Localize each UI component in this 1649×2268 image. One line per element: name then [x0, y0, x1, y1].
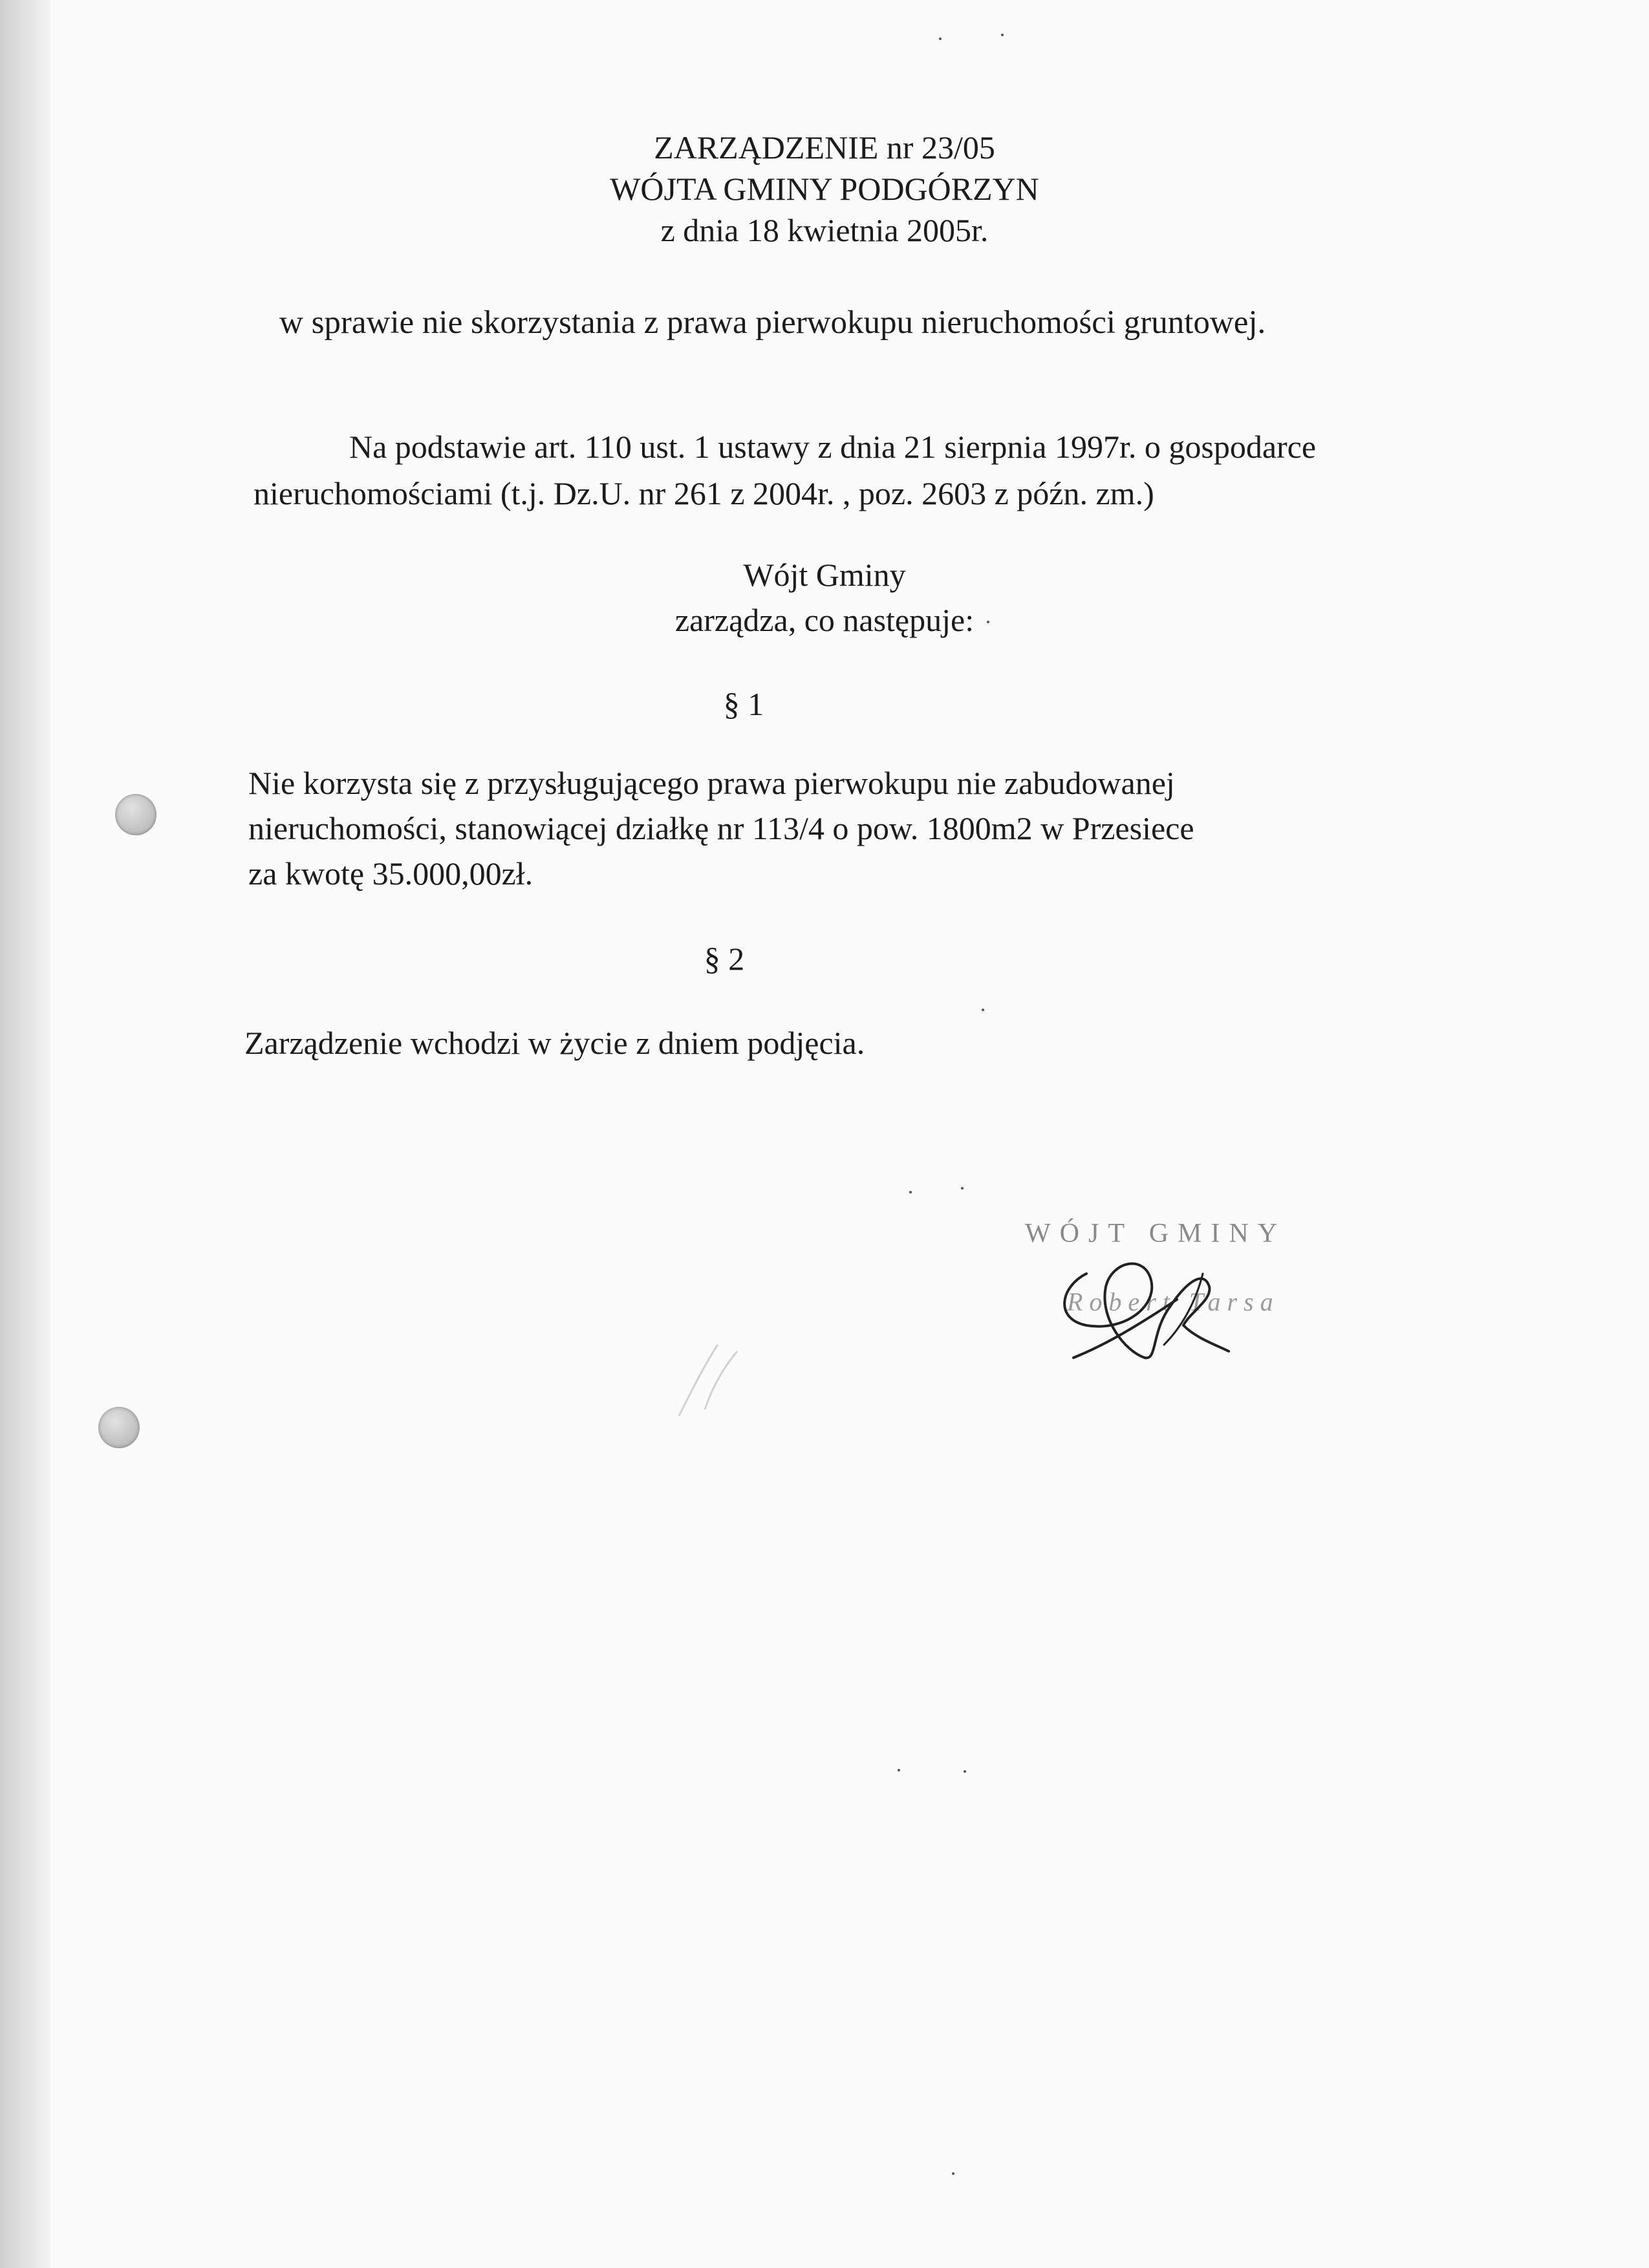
scan-speck [898, 1769, 900, 1771]
section1-line3: za kwotę 35.000,00zł. [248, 855, 534, 892]
scan-edge [0, 0, 50, 2268]
handwritten-signature [1048, 1228, 1255, 1384]
faint-pencil-mark [666, 1325, 744, 1422]
header-title: ZARZĄDZENIE nr 23/05 [654, 129, 995, 166]
scan-speck [952, 2172, 954, 2175]
scan-speck [939, 37, 942, 40]
section1-line1: Nie korzysta się z przysługującego prawa pierwokupu nie zabudowanej [248, 765, 1175, 801]
official-stamp-name: Robert Tarsa [1067, 1287, 1280, 1316]
scan-speck [982, 1009, 984, 1011]
punch-hole-lower [98, 1407, 140, 1448]
section1-line2: nieruchomości, stanowiącej działkę nr 113/4 o pow. 1800m2 w Przesiece [248, 810, 1194, 846]
legal-basis-line2: nieruchomościami (t.j. Dz.U. nr 261 z 2004r. , poz. 2603 z późn. zm.) [253, 475, 1154, 511]
scan-speck [964, 1770, 966, 1773]
document-header [0, 127, 1649, 251]
header-issuer: WÓJTA GMINY PODGÓRZYN [610, 171, 1039, 207]
document-subject: w sprawie nie skorzystania z prawa pierwokupu nieruchomości gruntowej. [279, 305, 1266, 341]
authority-line1: Wójt Gminy [743, 557, 906, 593]
section1-mark: § 1 [723, 686, 764, 722]
authority-line2: zarządza, co następuje: [674, 602, 975, 638]
scan-speck [961, 1187, 964, 1190]
section2-mark: § 2 [704, 941, 745, 977]
punch-hole-upper [115, 794, 156, 835]
official-stamp-title: WÓJT GMINY [1025, 1219, 1287, 1248]
header-date: z dnia 18 kwietnia 2005r. [660, 212, 989, 248]
legal-basis-line1: Na podstawie art. 110 ust. 1 ustawy z dnia 21 sierpnia 1997r. o gospodarce [349, 429, 1317, 465]
scan-speck [909, 1191, 912, 1193]
section2-line1: Zarządzenie wchodzi w życie z dniem podjęcia. [244, 1025, 865, 1061]
scan-speck [1001, 34, 1004, 36]
